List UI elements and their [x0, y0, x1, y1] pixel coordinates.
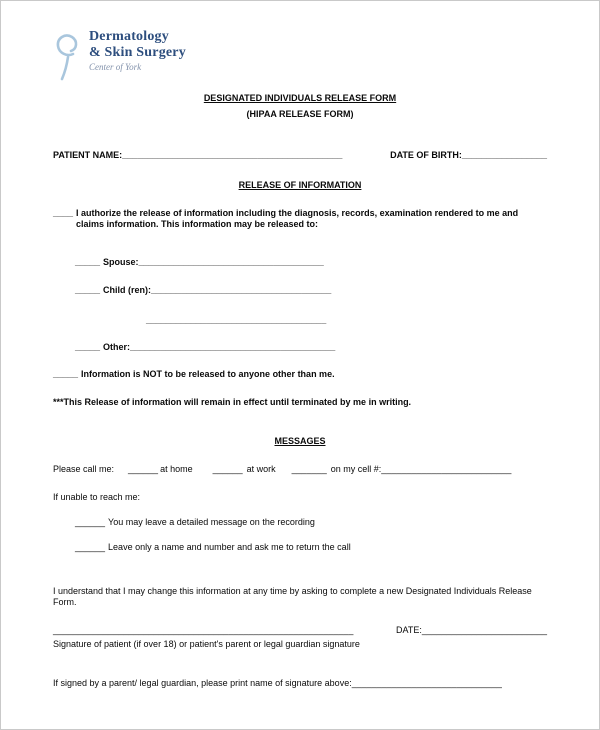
- children-label: Child (ren):: [103, 284, 152, 295]
- dob-blank: _________________: [461, 150, 547, 161]
- dob-label: DATE OF BIRTH:: [390, 150, 462, 161]
- option2-text: Leave only a name and number and ask me to return the call: [108, 542, 351, 552]
- cell-blank: _______: [291, 463, 327, 474]
- authorize-text: I authorize the release of information including the diagnosis, records, examination rendered to me and claims information. This information may be released to:: [76, 207, 519, 230]
- patient-name-blank: ____________________________________________: [122, 150, 343, 161]
- authorize-blank: ____: [53, 207, 74, 218]
- form-subtitle: (HIPAA RELEASE FORM): [246, 108, 354, 119]
- work-blank: ______: [212, 463, 243, 474]
- option1-blank: ______: [75, 517, 106, 528]
- not-released-line: [53, 369, 547, 381]
- other-line: [75, 342, 547, 354]
- other-blank: _____: [75, 342, 101, 353]
- home-label: at home: [160, 463, 193, 474]
- guardian-name-row: [53, 678, 547, 690]
- signature-caption: Signature of patient (if over 18) or patient's parent or legal guardian signature: [53, 638, 360, 649]
- date-label: DATE:: [396, 625, 422, 636]
- spouse-label: Spouse:: [103, 257, 139, 268]
- date-blank: _________________________: [421, 625, 547, 636]
- call-preference-row: [53, 464, 547, 476]
- children-fill-line: ____________________________________: [151, 284, 332, 295]
- change-notice-paragraph: I understand that I may change this information at any time by asking to complete a new Designated Individuals Release Form.: [53, 585, 532, 608]
- form-title: DESIGNATED INDIVIDUALS RELEASE FORM: [203, 93, 397, 103]
- option1-text: You may leave a detailed message on the recording: [108, 517, 315, 528]
- not-released-blank: _____: [53, 368, 79, 379]
- messages-section-heading: MESSAGES: [274, 436, 326, 447]
- work-label: at work: [246, 463, 276, 474]
- authorize-paragraph: [53, 208, 547, 231]
- patient-name-label: PATIENT NAME:: [53, 150, 123, 161]
- home-blank: ______: [128, 463, 159, 474]
- patient-name-field: [53, 150, 342, 162]
- option2-blank: ______: [75, 542, 106, 552]
- other-fill-line: _________________________________________: [130, 342, 336, 353]
- children-blank: _____: [75, 284, 101, 295]
- spouse-line: [75, 257, 547, 269]
- other-label: Other:: [103, 342, 131, 353]
- dob-field: [390, 150, 547, 162]
- guardian-blank: ______________________________: [351, 678, 502, 689]
- signature-row: [53, 625, 547, 637]
- cell-label: on my cell #:: [330, 463, 382, 474]
- clinic-logo-text: [89, 29, 186, 74]
- unreachable-label: If unable to reach me:: [53, 491, 141, 502]
- message-option-2: [75, 542, 547, 554]
- effect-note: ***This Release of information will remain in effect until terminated by me in writing.: [53, 396, 412, 407]
- release-section-heading: RELEASE OF INFORMATION: [238, 180, 362, 191]
- date-field: [396, 625, 547, 637]
- guardian-label: If signed by a parent/ legal guardian, please print name of signature above:: [53, 678, 352, 689]
- clinic-tagline: Center of York: [89, 62, 142, 73]
- clinic-name-line1: Dermatology: [89, 29, 169, 44]
- clinic-name-line2: & Skin Surgery: [89, 45, 186, 61]
- children-fill-line-2: ____________________________________: [146, 314, 327, 325]
- cell-fill-line: __________________________: [381, 463, 512, 474]
- children-extra-line: [146, 315, 547, 327]
- not-released-text: Information is NOT to be released to anyone other than me.: [81, 368, 335, 379]
- spouse-fill-line: _____________________________________: [138, 257, 324, 268]
- signature-blank: ____________________________________________________________: [53, 625, 354, 636]
- patient-info-row: [53, 150, 547, 162]
- spouse-blank: _____: [75, 257, 101, 268]
- children-line: [75, 285, 547, 297]
- clinic-logo: [53, 29, 547, 81]
- message-option-1: [75, 517, 547, 529]
- swirl-icon: [53, 29, 83, 81]
- call-label: Please call me:: [53, 463, 115, 474]
